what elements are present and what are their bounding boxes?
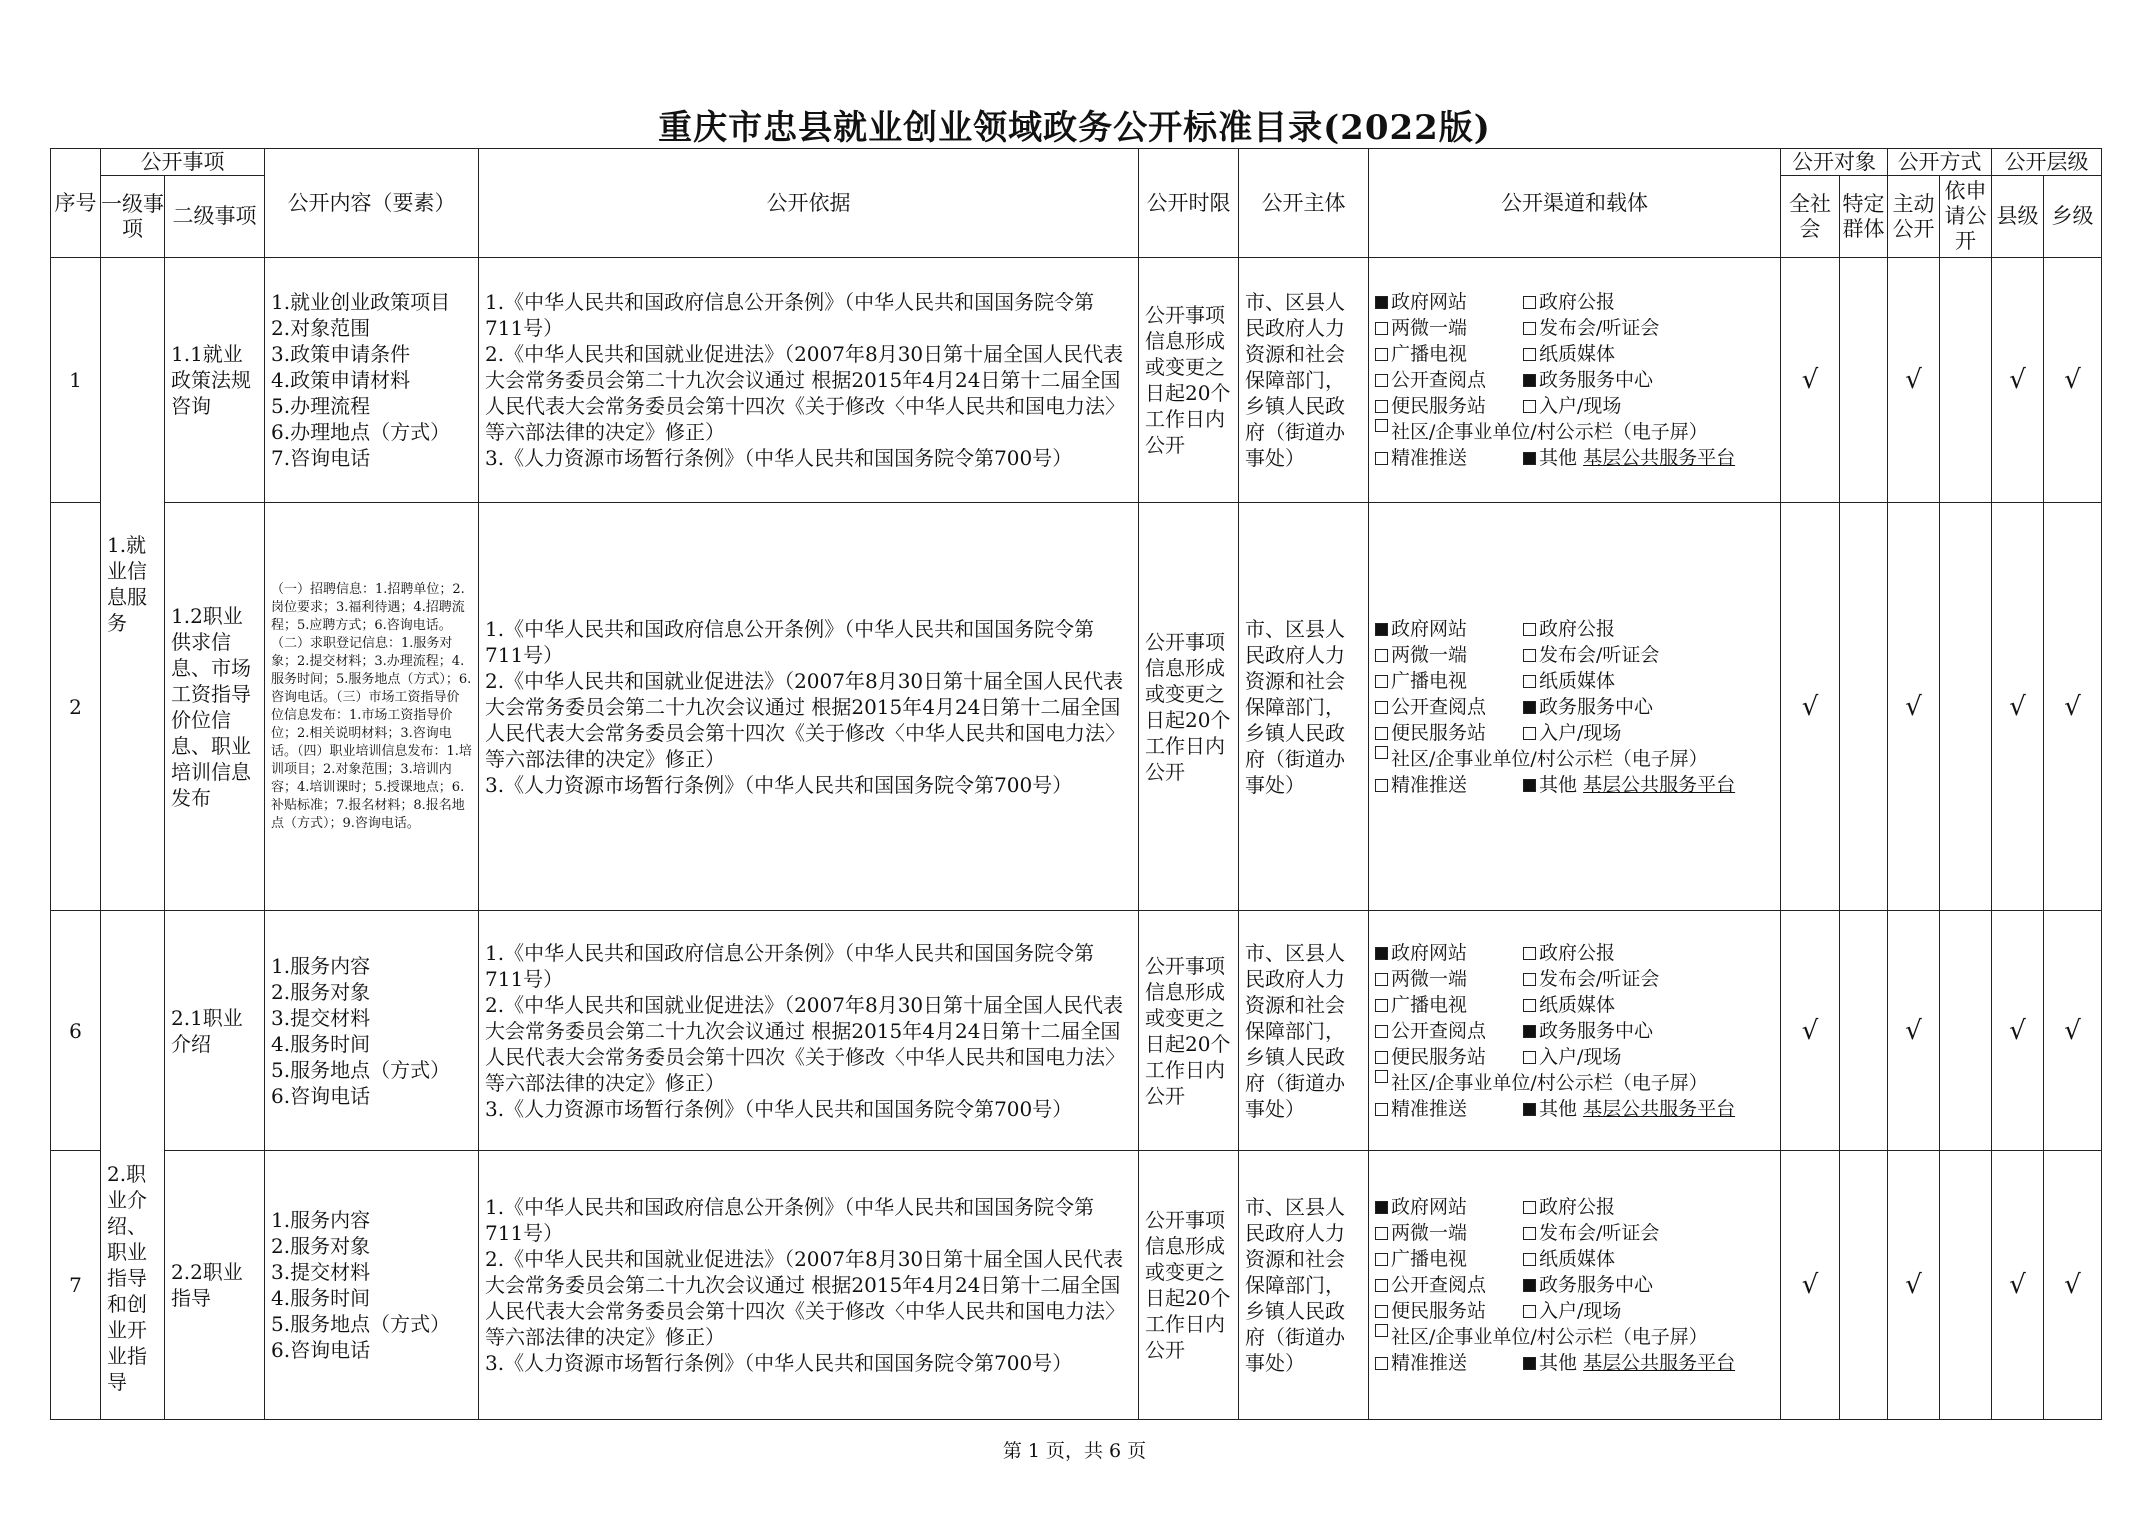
basis-cell bbox=[479, 1151, 1139, 1420]
empty-specific-group bbox=[1840, 503, 1888, 911]
header-target: 公开对象 bbox=[1781, 149, 1888, 176]
checked-box-icon bbox=[1523, 452, 1536, 465]
header-level2: 二级事项 bbox=[165, 176, 265, 258]
header-on-request: 依申请公开 bbox=[1940, 176, 1992, 258]
basis-cell bbox=[479, 503, 1139, 911]
level2-cell: 1.1就业政策法规咨询 bbox=[165, 258, 265, 503]
subject-cell: 市、区县人民政府人力资源和社会保障部门，乡镇人民政府（街道办事处） bbox=[1239, 503, 1369, 911]
unchecked-box-icon bbox=[1375, 1227, 1388, 1240]
level2-cell: 2.1职业介绍 bbox=[165, 911, 265, 1151]
content-item: 5.服务地点（方式） bbox=[271, 1057, 451, 1082]
basis-item: 1.《中华人民共和国政府信息公开条例》（中华人民共和国国务院令第711号） bbox=[485, 1195, 1095, 1245]
unchecked-box-icon bbox=[1523, 400, 1536, 413]
check-county: √ bbox=[1992, 503, 2044, 911]
checked-box-icon bbox=[1375, 947, 1388, 960]
unchecked-box-icon bbox=[1523, 999, 1536, 1012]
checked-box-icon bbox=[1523, 1103, 1536, 1116]
content-item: 2.服务对象 bbox=[271, 979, 371, 1004]
unchecked-box-icon bbox=[1375, 374, 1388, 387]
table-row bbox=[51, 911, 2102, 1151]
empty-specific-group bbox=[1840, 1151, 1888, 1420]
basis-item: 2.《中华人民共和国就业促进法》（2007年8月30日第十届全国人民代表大会常务委员会第二十九次会议通过 根据2015年4月24日第十二届全国人民代表大会常务委员会第十四次《关于修改〈中华人民共和国电力法〉等六部法律的决定》修正） bbox=[485, 992, 1125, 1095]
check-all-society: √ bbox=[1781, 258, 1840, 503]
checked-box-icon bbox=[1523, 1025, 1536, 1038]
unchecked-box-icon bbox=[1375, 452, 1388, 465]
header-county: 县级 bbox=[1992, 176, 2044, 258]
table-row bbox=[51, 503, 2102, 911]
page-footer: 第 1 页，共 6 页 bbox=[1002, 1440, 1147, 1462]
header-specific-group: 特定群体 bbox=[1840, 176, 1888, 258]
content-item: 2.服务对象 bbox=[271, 1234, 371, 1258]
content-item: 7.咨询电话 bbox=[271, 446, 371, 470]
header-basis: 公开依据 bbox=[479, 149, 1139, 258]
unchecked-box-icon bbox=[1375, 1051, 1388, 1064]
unchecked-box-icon bbox=[1523, 296, 1536, 309]
time-limit-cell: 公开事项信息形成或变更之日起20个工作日内公开 bbox=[1139, 911, 1239, 1151]
row-seq: 1 bbox=[51, 258, 101, 503]
empty-on-request bbox=[1940, 503, 1992, 911]
page-title: 重庆市忠县就业创业领域政务公开标准目录(2022版) bbox=[658, 108, 1491, 148]
time-limit-cell: 公开事项信息形成或变更之日起20个工作日内公开 bbox=[1139, 1151, 1239, 1420]
subject-cell: 市、区县人民政府人力资源和社会保障部门，乡镇人民政府（街道办事处） bbox=[1239, 258, 1369, 503]
header-content: 公开内容（要素） bbox=[265, 149, 479, 258]
header-method: 公开方式 bbox=[1888, 149, 1992, 176]
check-township: √ bbox=[2044, 911, 2102, 1151]
checked-box-icon bbox=[1523, 374, 1536, 387]
unchecked-box-icon bbox=[1523, 649, 1536, 662]
content-item: 4.服务时间 bbox=[271, 1031, 371, 1056]
basis-item: 3.《人力资源市场暂行条例》（中华人民共和国国务院令第700号） bbox=[485, 1351, 1073, 1375]
checked-box-icon bbox=[1375, 623, 1388, 636]
unchecked-box-icon bbox=[1523, 1305, 1536, 1318]
channel-cell: 政府网站 政府公报 两微一端 发布会/听证会 广播电视 纸质媒体 公开查阅点 政务服务中心 便民服务站 入户/现场 社区/企事业单位/村公示栏（电子屏） 精准推送 其他 基层公共服务平台 bbox=[1369, 503, 1781, 911]
table-row bbox=[51, 1151, 2102, 1420]
content-item: 1.服务内容 bbox=[271, 1208, 371, 1232]
unchecked-box-icon bbox=[1375, 1103, 1388, 1116]
checked-box-icon bbox=[1375, 1201, 1388, 1214]
check-township: √ bbox=[2044, 258, 2102, 503]
checked-box-icon bbox=[1523, 1357, 1536, 1370]
checked-box-icon bbox=[1523, 1279, 1536, 1292]
unchecked-box-icon bbox=[1523, 1051, 1536, 1064]
level2-cell: 1.2职业供求信息、市场工资指导价位信息、职业培训信息发布 bbox=[165, 503, 265, 911]
check-county: √ bbox=[1992, 258, 2044, 503]
checked-box-icon bbox=[1523, 779, 1536, 792]
content-item: 4.服务时间 bbox=[271, 1286, 371, 1310]
check-township: √ bbox=[2044, 1151, 2102, 1420]
unchecked-box-icon bbox=[1375, 779, 1388, 792]
basis-item: 2.《中华人民共和国就业促进法》（2007年8月30日第十届全国人民代表大会常务委员会第二十九次会议通过 根据2015年4月24日第十二届全国人民代表大会常务委员会第十四次《关于修改〈中华人民共和国电力法〉等六部法律的决定》修正） bbox=[485, 1247, 1125, 1349]
table-row bbox=[51, 258, 2102, 503]
level2-cell: 2.2职业指导 bbox=[165, 1151, 265, 1420]
unchecked-box-icon bbox=[1375, 1253, 1388, 1266]
content-item: 6.咨询电话 bbox=[271, 1083, 371, 1108]
unchecked-box-icon bbox=[1375, 649, 1388, 662]
content-item: 5.服务地点（方式） bbox=[271, 1312, 451, 1336]
basis-item: 1.《中华人民共和国政府信息公开条例》（中华人民共和国国务院令第711号） bbox=[485, 290, 1095, 340]
unchecked-box-icon bbox=[1375, 1357, 1388, 1370]
unchecked-box-icon bbox=[1375, 727, 1388, 740]
content-cell: （一）招聘信息：1.招聘单位；2.岗位要求；3.福利待遇；4.招聘流程；5.应聘方式；6.咨询电话。（二）求职登记信息：1.服务对象；2.提交材料；3.办理流程；4.服务时间；5.服务地点（方式）；6.咨询电话。（三）市场工资指导价位信息发布：1.市场工资指导价位；2.相关说明材料；3.咨询电话。（四）职业培训信息发布：1.培训项目；2.对象范围；3.培训内容；4.培训课时；5.授课地点；6.补贴标准；7.报名材料；8.报名地点（方式）；9.咨询电话。 bbox=[265, 503, 479, 911]
level1-cell: 2.职业介绍、职业指导和创业开业指导 bbox=[101, 911, 165, 1420]
time-limit-cell: 公开事项信息形成或变更之日起20个工作日内公开 bbox=[1139, 258, 1239, 503]
empty-on-request bbox=[1940, 258, 1992, 503]
channel-cell: 政府网站 政府公报 两微一端 发布会/听证会 广播电视 纸质媒体 公开查阅点 政务服务中心 便民服务站 入户/现场 社区/企事业单位/村公示栏（电子屏） 精准推送 其他 基层公共服务平台 bbox=[1369, 1151, 1781, 1420]
unchecked-box-icon bbox=[1375, 1305, 1388, 1318]
unchecked-box-icon bbox=[1523, 727, 1536, 740]
check-active: √ bbox=[1888, 258, 1940, 503]
row-seq: 2 bbox=[51, 503, 101, 911]
check-county: √ bbox=[1992, 1151, 2044, 1420]
unchecked-box-icon bbox=[1375, 973, 1388, 986]
basis-item: 2.《中华人民共和国就业促进法》（2007年8月30日第十届全国人民代表大会常务委员会第二十九次会议通过 根据2015年4月24日第十二届全国人民代表大会常务委员会第十四次《关于修改〈中华人民共和国电力法〉等六部法律的决定》修正） bbox=[485, 668, 1125, 771]
row-seq: 6 bbox=[51, 911, 101, 1151]
directory-table bbox=[50, 148, 2102, 1420]
check-all-society: √ bbox=[1781, 503, 1840, 911]
content-item: 2.对象范围 bbox=[271, 316, 371, 340]
basis-item: 3.《人力资源市场暂行条例》（中华人民共和国国务院令第700号） bbox=[485, 446, 1073, 470]
unchecked-box-icon bbox=[1523, 348, 1536, 361]
channel-cell: 政府网站 政府公报 两微一端 发布会/听证会 广播电视 纸质媒体 公开查阅点 政务服务中心 便民服务站 入户/现场 社区/企事业单位/村公示栏（电子屏） 精准推送 其他 基层公共服务平台 bbox=[1369, 258, 1781, 503]
content-item: 5.办理流程 bbox=[271, 394, 371, 418]
header-active: 主动公开 bbox=[1888, 176, 1940, 258]
check-active: √ bbox=[1888, 1151, 1940, 1420]
unchecked-box-icon bbox=[1375, 1324, 1388, 1337]
unchecked-box-icon bbox=[1523, 675, 1536, 688]
basis-cell bbox=[479, 258, 1139, 503]
content-cell bbox=[265, 911, 479, 1151]
content-item: 6.办理地点（方式） bbox=[271, 420, 451, 444]
check-all-society: √ bbox=[1781, 1151, 1840, 1420]
check-active: √ bbox=[1888, 911, 1940, 1151]
content-item: 4.政策申请材料 bbox=[271, 368, 411, 392]
header-time-limit: 公开时限 bbox=[1139, 149, 1239, 258]
unchecked-box-icon bbox=[1523, 1253, 1536, 1266]
empty-specific-group bbox=[1840, 911, 1888, 1151]
empty-specific-group bbox=[1840, 258, 1888, 503]
check-all-society: √ bbox=[1781, 911, 1840, 1151]
subject-cell: 市、区县人民政府人力资源和社会保障部门，乡镇人民政府（街道办事处） bbox=[1239, 1151, 1369, 1420]
unchecked-box-icon bbox=[1523, 1201, 1536, 1214]
content-item: 1.就业创业政策项目 bbox=[271, 290, 451, 314]
level1-cell: 1.就业信息服务 bbox=[101, 258, 165, 911]
header-matter: 公开事项 bbox=[101, 149, 265, 176]
unchecked-box-icon bbox=[1375, 1070, 1388, 1083]
unchecked-box-icon bbox=[1375, 1025, 1388, 1038]
basis-item: 1.《中华人民共和国政府信息公开条例》（中华人民共和国国务院令第711号） bbox=[485, 616, 1095, 667]
row-seq: 7 bbox=[51, 1151, 101, 1420]
basis-item: 3.《人力资源市场暂行条例》（中华人民共和国国务院令第700号） bbox=[485, 772, 1073, 797]
check-township: √ bbox=[2044, 503, 2102, 911]
unchecked-box-icon bbox=[1523, 623, 1536, 636]
unchecked-box-icon bbox=[1375, 322, 1388, 335]
header-channel: 公开渠道和载体 bbox=[1369, 149, 1781, 258]
header-level1: 一级事项 bbox=[101, 176, 165, 258]
basis-item: 1.《中华人民共和国政府信息公开条例》（中华人民共和国国务院令第711号） bbox=[485, 940, 1095, 991]
header-seq: 序号 bbox=[51, 149, 101, 258]
time-limit-cell: 公开事项信息形成或变更之日起20个工作日内公开 bbox=[1139, 503, 1239, 911]
check-active: √ bbox=[1888, 503, 1940, 911]
content-item: 1.服务内容 bbox=[271, 953, 371, 978]
unchecked-box-icon bbox=[1375, 400, 1388, 413]
header-level: 公开层级 bbox=[1992, 149, 2102, 176]
header-all-society: 全社会 bbox=[1781, 176, 1840, 258]
content-item: 3.提交材料 bbox=[271, 1005, 371, 1030]
unchecked-box-icon bbox=[1375, 348, 1388, 361]
basis-item: 3.《人力资源市场暂行条例》（中华人民共和国国务院令第700号） bbox=[485, 1096, 1073, 1121]
unchecked-box-icon bbox=[1523, 1227, 1536, 1240]
content-cell bbox=[265, 258, 479, 503]
content-item: 3.提交材料 bbox=[271, 1260, 371, 1284]
basis-cell bbox=[479, 911, 1139, 1151]
channel-cell: 政府网站 政府公报 两微一端 发布会/听证会 广播电视 纸质媒体 公开查阅点 政务服务中心 便民服务站 入户/现场 社区/企事业单位/村公示栏（电子屏） 精准推送 其他 基层公共服务平台 bbox=[1369, 911, 1781, 1151]
header-subject: 公开主体 bbox=[1239, 149, 1369, 258]
content-item: 6.咨询电话 bbox=[271, 1338, 371, 1362]
unchecked-box-icon bbox=[1523, 322, 1536, 335]
empty-on-request bbox=[1940, 911, 1992, 1151]
checked-box-icon bbox=[1375, 296, 1388, 309]
unchecked-box-icon bbox=[1375, 419, 1388, 432]
unchecked-box-icon bbox=[1523, 947, 1536, 960]
basis-item: 2.《中华人民共和国就业促进法》（2007年8月30日第十届全国人民代表大会常务委员会第二十九次会议通过 根据2015年4月24日第十二届全国人民代表大会常务委员会第十四次《关于修改〈中华人民共和国电力法〉等六部法律的决定》修正） bbox=[485, 342, 1125, 444]
unchecked-box-icon bbox=[1523, 973, 1536, 986]
header-township: 乡级 bbox=[2044, 176, 2102, 258]
unchecked-box-icon bbox=[1375, 999, 1388, 1012]
check-county: √ bbox=[1992, 911, 2044, 1151]
subject-cell: 市、区县人民政府人力资源和社会保障部门，乡镇人民政府（街道办事处） bbox=[1239, 911, 1369, 1151]
content-cell bbox=[265, 1151, 479, 1420]
content-item: 3.政策申请条件 bbox=[271, 342, 411, 366]
checked-box-icon bbox=[1523, 701, 1536, 714]
unchecked-box-icon bbox=[1375, 701, 1388, 714]
unchecked-box-icon bbox=[1375, 746, 1388, 759]
unchecked-box-icon bbox=[1375, 675, 1388, 688]
unchecked-box-icon bbox=[1375, 1279, 1388, 1292]
empty-on-request bbox=[1940, 1151, 1992, 1420]
